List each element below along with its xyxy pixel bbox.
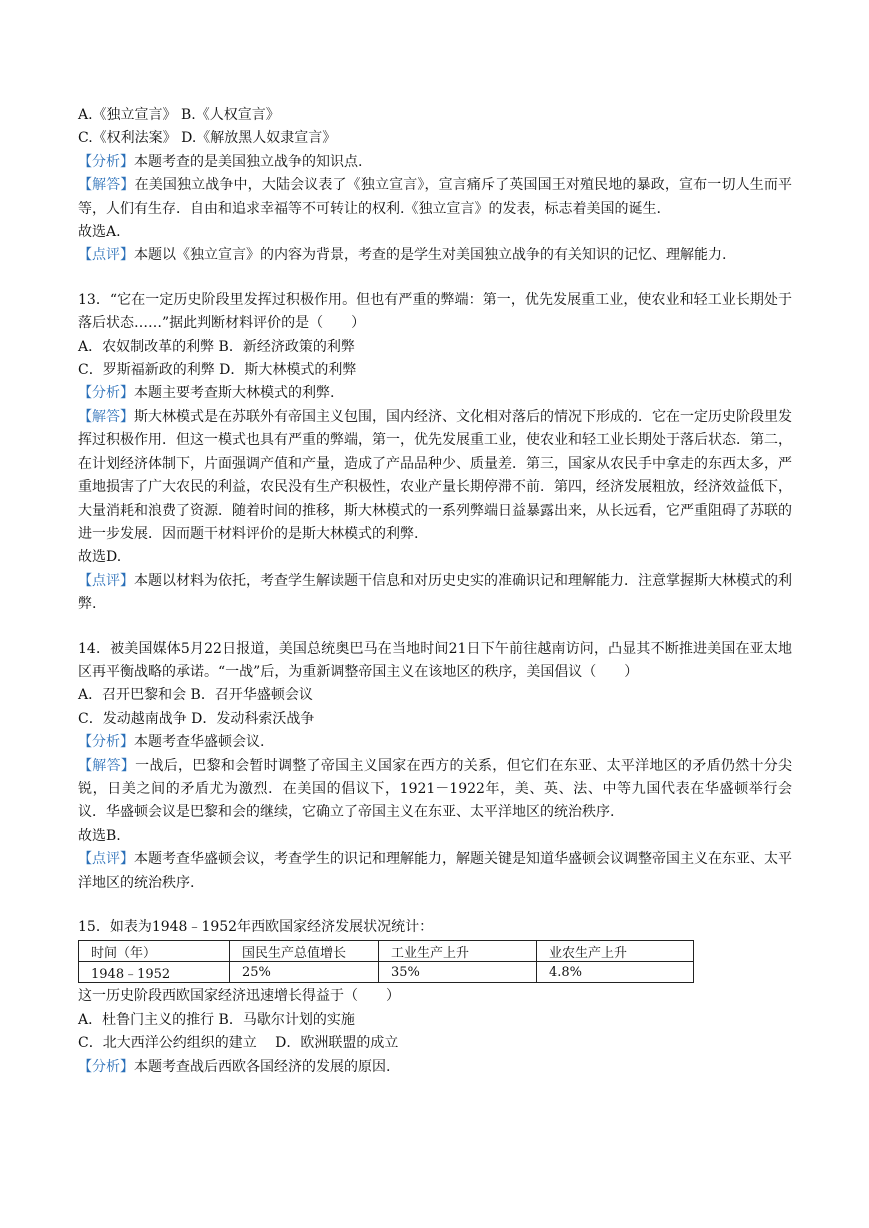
analysis-tag: 【分析】 [78, 385, 134, 402]
answer-choice: 故选A. [78, 224, 121, 241]
answer-block [78, 755, 792, 825]
comment-tag: 【点评】 [78, 247, 134, 264]
option-line: C．北大西洋公约组织的建立 D．欧洲联盟的成立 [78, 1035, 399, 1052]
comment-text: 本题以《独立宣言》的内容为背景，考查的是学生对美国独立战争的有关知识的记忆、理解能力. [134, 247, 727, 264]
option-line: C.《权利法案》 D.《解放黑人奴隶宣言》 [78, 130, 337, 147]
table-cell: 4.8% [537, 962, 694, 983]
table-header-row [79, 941, 694, 962]
comment-block [78, 570, 792, 617]
table-header-cell: 国民生产总值增长 [230, 941, 379, 962]
table-header-cell: 时间（年） [79, 941, 230, 962]
spacer [78, 268, 792, 289]
analysis-block [78, 1056, 792, 1079]
option-line: A．农奴制改革的利弊 B．新经济政策的利弊 [78, 338, 355, 355]
analysis-text: 本题考查战后西欧各国经济的发展的原因. [134, 1058, 391, 1075]
analysis-text: 本题主要考查斯大林模式的利弊. [134, 385, 335, 402]
answer-text: 在美国独立战争中，大陆会议表了《独立宣言》，宣言痛斥了英国国王对殖民地的暴政，宣布一切人生而平等，人们有生存．自由和追求幸福等不可转让的权利.《独立宣言》的发表，标志着美国的诞生. [78, 177, 792, 217]
answer-block [78, 406, 792, 546]
analysis-tag: 【分析】 [78, 153, 134, 170]
table-cell: 35% [379, 962, 537, 983]
answer-tag: 【解答】 [78, 177, 135, 194]
answer-tag: 【解答】 [78, 757, 136, 774]
comment-block [78, 848, 792, 895]
analysis-tag: 【分析】 [78, 1058, 134, 1075]
question-prompt: 这一历史阶段西欧国家经济迅速增长得益于（ ） [78, 988, 400, 1005]
question-stem: 15．如表为1948﹣1952年西欧国家经济发展状况统计： [78, 919, 434, 935]
question-13 [78, 289, 792, 617]
option-line: A.《独立宣言》 B.《人权宣言》 [78, 107, 280, 123]
comment-text: 本题以材料为依托，考查学生解读题干信息和对历史史实的准确识记和理解能力．注意掌握斯大林模式的利弊. [78, 572, 792, 613]
answer-block [78, 174, 792, 221]
option-line: C．罗斯福新政的利弊 D．斯大林模式的利弊 [78, 362, 357, 379]
spacer [78, 895, 792, 916]
analysis-text: 本题考查华盛顿会议. [134, 734, 265, 751]
question-12 [78, 104, 792, 268]
answer-choice: 故选D. [78, 549, 122, 566]
comment-block [78, 244, 792, 267]
analysis-tag: 【分析】 [78, 734, 134, 751]
option-line: A．召开巴黎和会 B．召开华盛顿会议 [78, 687, 313, 704]
comment-tag: 【点评】 [78, 572, 134, 589]
table-header-cell: 工业生产上升 [379, 941, 537, 962]
question-stem: 13．“它在一定历史阶段里发挥过积极作用。但也有严重的弊端：第一，优先发展重工业，使农业和轻工业长期处于落后状态……”据此判断材料评价的是（ ） [78, 291, 792, 332]
analysis-block [78, 382, 792, 405]
answer-text: 一战后，巴黎和会暂时调整了帝国主义国家在西方的关系，但它们在东亚、太平洋地区的矛盾仍然十分尖锐，日美之间的矛盾尤为激烈．在美国的倡议下，1921－1922年，美、英、法、中等九国代表在华盛顿举行会议．华盛顿会议是巴黎和会的继续，它确立了帝国主义在东亚、太平洋地区的统治秩序. [78, 757, 793, 821]
option-line: A．杜鲁门主义的推行 B．马歇尔计划的实施 [78, 1011, 355, 1028]
answer-choice: 故选B. [78, 827, 121, 844]
analysis-text: 本题考查的是美国独立战争的知识点. [134, 153, 363, 170]
economic-stats-table [78, 940, 694, 983]
option-line: C．发动越南战争 D．发动科索沃战争 [78, 710, 315, 727]
table-cell: 25% [230, 962, 379, 983]
table-cell: 1948﹣1952 [79, 962, 230, 983]
answer-tag: 【解答】 [78, 408, 134, 425]
question-stem: 14．被美国媒体5月22日报道，美国总统奥巴马在当地时间21日下午前往越南访问，凸显其不断推进美国在亚太地区再平衡战略的承诺。“一战”后，为重新调整帝国主义在该地区的秩序，美国倡议（ ） [78, 640, 792, 680]
table-row [79, 962, 694, 983]
analysis-block [78, 151, 792, 174]
spacer [78, 617, 792, 638]
answer-text: 斯大林模式是在苏联外有帝国主义包围，国内经济、文化相对落后的情况下形成的．它在一定历史阶段里发挥过积极作用．但这一模式也具有严重的弊端，第一，优先发展重工业，使农业和轻工业长期处于落后状态．第二，在计划经济体制下，片面强调产值和产量，造成了产品品种少、质量差．第三，国家从农民手中拿走的东西太多，严重地损害了广大农民的利益，农民没有生产积极性，农业产量长期停滞不前．第四，经济发展粗放，经济效益低下，大量消耗和浪费了资源．随着时间的推移，斯大林模式的一系列弊端日益暴露出来，从长远看，它严重阻碍了苏联的进一步发展．因而题干材料评价的是斯大林模式的利弊. [78, 408, 792, 542]
question-15 [78, 916, 792, 1079]
table-header-cell: 业农生产上升 [537, 941, 694, 962]
question-14 [78, 638, 792, 895]
page-content [78, 104, 792, 1079]
comment-text: 本题考查华盛顿会议，考查学生的识记和理解能力，解题关键是知道华盛顿会议调整帝国主义在东亚、太平洋地区的统治秩序. [78, 851, 792, 891]
analysis-block [78, 731, 792, 754]
comment-tag: 【点评】 [78, 851, 134, 868]
